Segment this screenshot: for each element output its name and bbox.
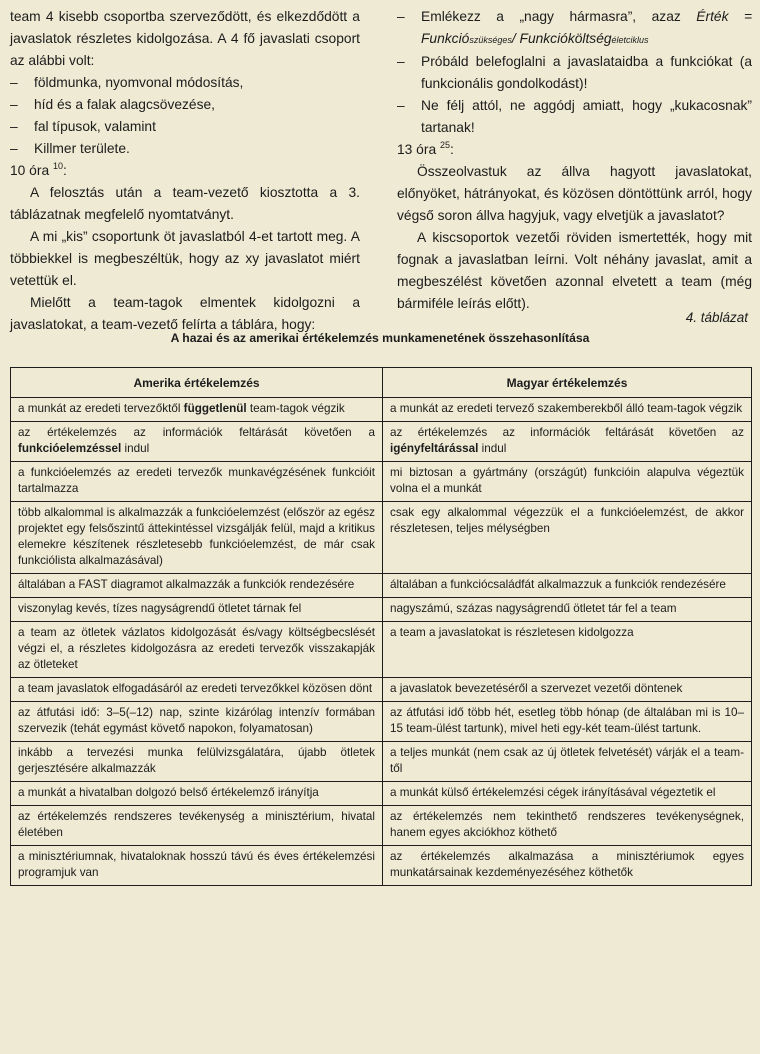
cell-hungarian: a javaslatok bevezetéséről a szervezet vezetői döntenek bbox=[383, 678, 752, 702]
table-row bbox=[11, 622, 752, 678]
cell-american: az értékelemzés az információk feltárását követően a funkcióelemzéssel indul bbox=[11, 422, 383, 462]
cell-hungarian: csak egy alkalommal végezzük el a funkcióelemzést, de akkor részletesen, teljes mélységben bbox=[383, 502, 752, 574]
footnote-ref: 10 bbox=[52, 161, 63, 171]
footnote-ref: 25 bbox=[439, 140, 450, 150]
list-item: – földmunka, nyomvonal módosítás, bbox=[10, 75, 244, 90]
intro-paragraph: team 4 kisebb csoportba szerveződött, és elkezdődött a javaslatok részletes kidolgozása. A 4 fő javaslati csoport az alábbi volt: bbox=[10, 9, 360, 68]
list-item: – Próbáld belefoglalni a javaslataidba a funkciókat (a funkcionális gondolkodást)! bbox=[397, 54, 752, 91]
left-text-column bbox=[10, 6, 360, 336]
table-row bbox=[11, 422, 752, 462]
cell-hungarian: a munkát az eredeti tervező szakemberekből álló team-tagok végzik bbox=[383, 398, 752, 422]
cell-hungarian: a teljes munkát (nem csak az új ötletek felvetését) várják el a team-től bbox=[383, 742, 752, 782]
cell-american: a munkát a hivatalban dolgozó belső értékelemző irányítja bbox=[11, 782, 383, 806]
cell-hungarian: a team a javaslatokat is részletesen kidolgozza bbox=[383, 622, 752, 678]
column-header: Magyar értékelemzés bbox=[383, 368, 752, 398]
cell-american: viszonylag kevés, tízes nagyságrendű ötletet tárnak fel bbox=[11, 598, 383, 622]
cell-hungarian: nagyszámú, százas nagyságrendű ötletet tár fel a team bbox=[383, 598, 752, 622]
table-title: A hazai és az amerikai értékelemzés munkamenetének összehasonlítása bbox=[170, 331, 590, 345]
cell-hungarian: mi biztosan a gyártmány (országút) funkcióin alapulva végeztük volna el a munkát bbox=[383, 462, 752, 502]
table-row bbox=[11, 574, 752, 598]
paragraph: Mielőtt a team-tagok elmentek kidolgozni a javaslatokat, a team-vezető felírta a táblára, hogy: bbox=[10, 295, 360, 332]
right-text-column bbox=[397, 6, 752, 315]
cell-hungarian: az átfutási idő több hét, esetleg több hónap (de általában mi is 10–15 team-ülést tartunk), mivel heti egy-két team-ülést tartunk. bbox=[383, 702, 752, 742]
paragraph: A kiscsoportok vezetői röviden ismertették, hogy mit fognak a javaslatban leírni. Volt néhány javaslat, amit a megbeszélést követően azonnal elvetett a team (még bármiféle leírás előtt). bbox=[397, 230, 752, 311]
table-row bbox=[11, 502, 752, 574]
cell-hungarian: a munkát külső értékelemzési cégek irányításával végeztetik el bbox=[383, 782, 752, 806]
table-row bbox=[11, 702, 752, 742]
table-row bbox=[11, 462, 752, 502]
table-header-row bbox=[11, 368, 752, 398]
cell-american: a minisztériumnak, hivataloknak hosszú távú és éves értékelemzési programjuk van bbox=[11, 846, 383, 886]
cell-american: az értékelemzés rendszeres tevékenység a minisztérium, hivatal életében bbox=[11, 806, 383, 846]
comparison-table bbox=[10, 367, 752, 886]
cell-hungarian: az értékelemzés az információk feltárását követően az igényfeltárással indul bbox=[383, 422, 752, 462]
table-row bbox=[11, 782, 752, 806]
list-item: – híd és a falak alagcsövezése, bbox=[10, 97, 216, 112]
time-heading: 10 óra $^{10}$: bbox=[10, 161, 67, 178]
cell-american: inkább a tervezési munka felülvizsgálatára, újabb ötletek gerjesztésére alkalmazzák bbox=[11, 742, 383, 782]
cell-american: a munkát az eredeti tervezőktől függetlenül team-tagok végzik bbox=[11, 398, 383, 422]
list-item: – Emlékezz a „nagy hármasra”, azaz Érték = Funkciószükséges/ Funkcióköltségéletciklus bbox=[397, 9, 753, 46]
table-row bbox=[11, 846, 752, 886]
column-header: Amerika értékelemzés bbox=[11, 368, 383, 398]
table-row bbox=[11, 742, 752, 782]
table-row bbox=[11, 398, 752, 422]
cell-american: a funkcióelemzés az eredeti tervezők munkavégzésének funkcióit tartalmazza bbox=[11, 462, 383, 502]
paragraph: Összeolvastuk az állva hagyott javaslatokat, előnyöket, hátrányokat, és közösen döntöttünk arról, hogy végső soron állva hagyjuk, vagy elvetjük a javaslatot? bbox=[397, 164, 752, 223]
table-row bbox=[11, 678, 752, 702]
cell-american: a team javaslatok elfogadásáról az eredeti tervezőkkel közösen dönt bbox=[11, 678, 383, 702]
list-item: – fal típusok, valamint bbox=[10, 119, 156, 134]
paragraph: A felosztás után a team-vezető kiosztotta a 3. táblázatnak megfelelő nyomtatványt. bbox=[10, 185, 360, 222]
cell-hungarian: általában a funkciócsaládfát alkalmazzuk a funkciók rendezésére bbox=[383, 574, 752, 598]
list-item: – Ne félj attól, ne aggódj amiatt, hogy „kukacosnak” tartanak! bbox=[397, 98, 752, 135]
list-item: – Killmer területe. bbox=[10, 141, 130, 156]
cell-american: a team az ötletek vázlatos kidolgozását és/vagy költségbecslését végzi el, a részletes kidolgozásra az eredeti tervezők visszakapják az ötleteket bbox=[11, 622, 383, 678]
table-caption: 4. táblázat bbox=[685, 310, 748, 325]
cell-hungarian: az értékelemzés alkalmazása a minisztériumok egyes munkatársainak kezdeményezéséhez köthetők bbox=[383, 846, 752, 886]
cell-american: általában a FAST diagramot alkalmazzák a funkciók rendezésére bbox=[11, 574, 383, 598]
cell-american: több alkalommal is alkalmazzák a funkcióelemzést (először az egész projektet egy felsőszintű áttekintéssel vizsgálják felül, majd a kritikus elemekre készítenek részletesebb funkcióelemzést, de már csak funkciólista alkalmazásával) bbox=[11, 502, 383, 574]
table-row bbox=[11, 598, 752, 622]
cell-hungarian: az értékelemzés nem tekinthető rendszeres tevékenységnek, hanem egyes akciókhoz köthető bbox=[383, 806, 752, 846]
paragraph: A mi „kis” csoportunk öt javaslatból 4-et tartott meg. A többiekkel is megbeszéltük, hogy az xy javaslatot miért vetettük el. bbox=[10, 229, 360, 288]
table-row bbox=[11, 806, 752, 846]
cell-american: az átfutási idő: 3–5(–12) nap, szinte kizárólag intenzív formában szervezik (tehát egymást követő napokon, folyamatosan) bbox=[11, 702, 383, 742]
time-heading: 13 óra $^{25}$: bbox=[397, 140, 454, 157]
